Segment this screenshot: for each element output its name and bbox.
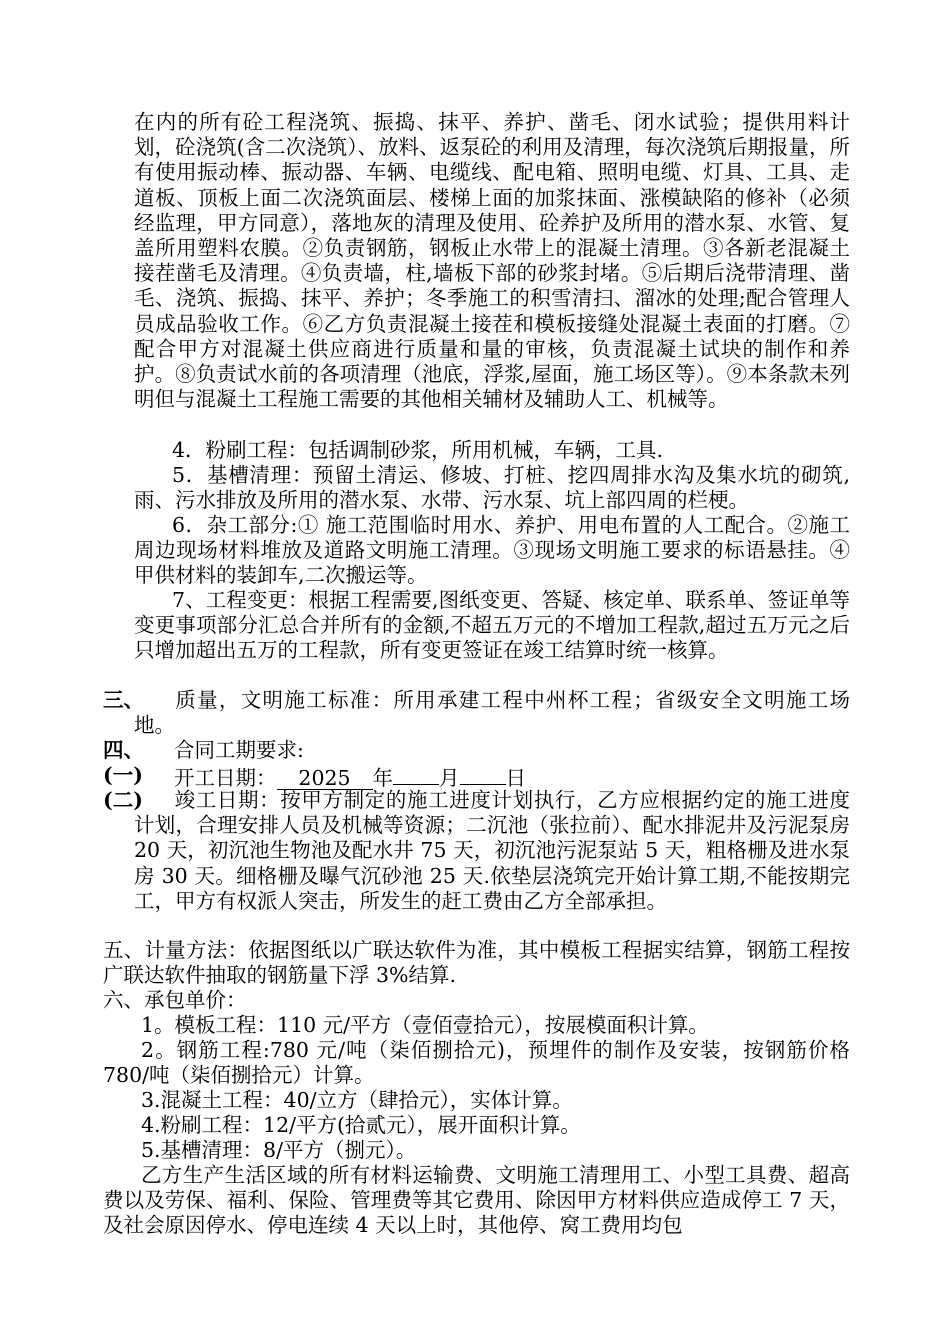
section-3-number: 三、 xyxy=(103,688,144,712)
unit-price-concrete: 3.混凝土工程：40/立方（肆拾元），实体计算。 xyxy=(141,1088,573,1112)
item-6-misc-labor: 6．杂工部分:① 施工范围临时用水、养护、用电布置的人工配合。②施工周边现场材料堆放及道路文明施工清理。③现场文明施工要求的标语悬挂。④甲供材料的装卸车,二次搬运等。 xyxy=(134,513,850,588)
section-4-text: 合同工期要求: xyxy=(174,738,304,762)
completion-date-number: (二) xyxy=(103,788,143,812)
item-7-engineering-change: 7、工程变更：根据工程需要,图纸变更、答疑、核定单、联系单、签证单等变更事项部分汇总合并所有的金额,不超五万元的不增加工程款,超过五万元之后只增加超出五万的工程款，所有变更签证在竣工结算时统一核算。 xyxy=(134,588,850,663)
completion-date-block xyxy=(103,788,850,914)
start-day-field xyxy=(460,763,506,785)
continuation-paragraph: 在内的所有砼工程浇筑、振捣、抹平、养护、凿毛、闭水试验；提供用料计划，砼浇筑(含二次浇筑）、放料、返泵砼的利用及清理，每次浇筑后期报量，所有使用振动棒、振动器、车辆、电缆线、配电箱、照明电缆、灯具、工具、走道板、顶板上面二次浇筑面层、楼梯上面的加浆抹面、涨模缺陷的修补（必须经监理，甲方同意），落地灰的清理及使用、砼养护及所用的潜水泵、水管、复盖所用塑料农膜。②负责钢筋，钢板止水带上的混凝土清理。③各新老混凝土接茬凿毛及清理。④负责墙，柱,墙板下部的砂浆封堵。⑤后期后浇带清理、凿毛、浇筑、振捣、抹平、养护；冬季施工的积雪清扫、溜冰的处理;配合管理人员成品验收工作。⑥乙方负责混凝土接茬和模板接缝处混凝土表面的打磨。⑦配合甲方对混凝土供应商进行质量和量的审核，负责混凝土试块的制作和养护。⑧负责试水前的各项清理（池底，浮浆,屋面，施工场区等）。⑨本条款未列明但与混凝土工程施工需要的其他相关辅材及辅助人工、机械等。 xyxy=(134,110,850,412)
section-3-quality xyxy=(103,688,850,738)
unit-price-foundation: 5.基槽清理：8/平方（捌元）。 xyxy=(141,1138,417,1162)
section-5-measurement: 五、计量方法：依据图纸以广联达软件为准，其中模板工程据实结算，钢筋工程按广联达软件抽取的钢筋量下浮 3%结算. xyxy=(103,938,850,988)
item-4-plastering: 4．粉刷工程：包括调制砂浆，所用机械，车辆，工具. xyxy=(172,438,664,462)
start-date-line xyxy=(103,763,850,791)
day-unit: 日 xyxy=(505,766,526,790)
other-costs-paragraph: 乙方生产生活区域的所有材料运输费、文明施工清理用工、小型工具费、超高费以及劳保、福利、保险、管理费等其它费用、除因甲方材料供应造成停工 7 天，及社会原因停水、停电连续 4 天以上时，其他停、窝工费用均包 xyxy=(103,1163,850,1238)
year-unit: 年 xyxy=(372,766,393,790)
section-4-schedule xyxy=(103,738,850,763)
completion-date-text: 竣工日期：按甲方制定的施工进度计划执行，乙方应根据约定的施工进度计划，合理安排人员及机械等资源；二沉池（张拉前）、配水排泥井及污泥泵房 20 天，初沉池生物池及配水井 75 天，初沉池污泥泵站 5 天，粗格栅及进水泵房 30 天。细格栅及曝气沉砂池 25 天.依垫层浇筑完开始计算工期,不能按期完工，甲方有权派人突击，所发生的赶工费由乙方全部承担。 xyxy=(134,788,850,913)
section-4-number: 四、 xyxy=(103,738,144,762)
start-date-label: 开工日期： xyxy=(174,766,277,790)
item-5-foundation-cleanup: 5．基槽清理：预留土清运、修坡、打桩、挖四周排水沟及集水坑的砌筑,雨、污水排放及所用的潜水泵、水带、污水泵、坑上部四周的栏梗。 xyxy=(134,463,850,513)
unit-price-rebar: 2。钢筋工程:780 元/吨（柒佰捌拾元)，预埋件的制作及安装，按钢筋价格 780/吨（柒佰捌拾元）计算。 xyxy=(103,1038,850,1088)
unit-price-plastering: 4.粉刷工程：12/平方(拾贰元），展开面积计算。 xyxy=(141,1113,581,1137)
unit-price-formwork: 1。模板工程：110 元/平方（壹佰壹拾元），按展模面积计算。 xyxy=(141,1013,709,1037)
start-year-field: 2025 xyxy=(277,768,373,790)
month-unit: 月 xyxy=(439,766,460,790)
start-date-number: (一) xyxy=(103,763,143,787)
section-6-title: 六、承包单价： xyxy=(103,988,247,1012)
section-3-text: 质量，文明施工标准：所用承建工程中州杯工程；省级安全文明施工场地。 xyxy=(134,688,850,738)
start-month-field xyxy=(393,763,439,785)
